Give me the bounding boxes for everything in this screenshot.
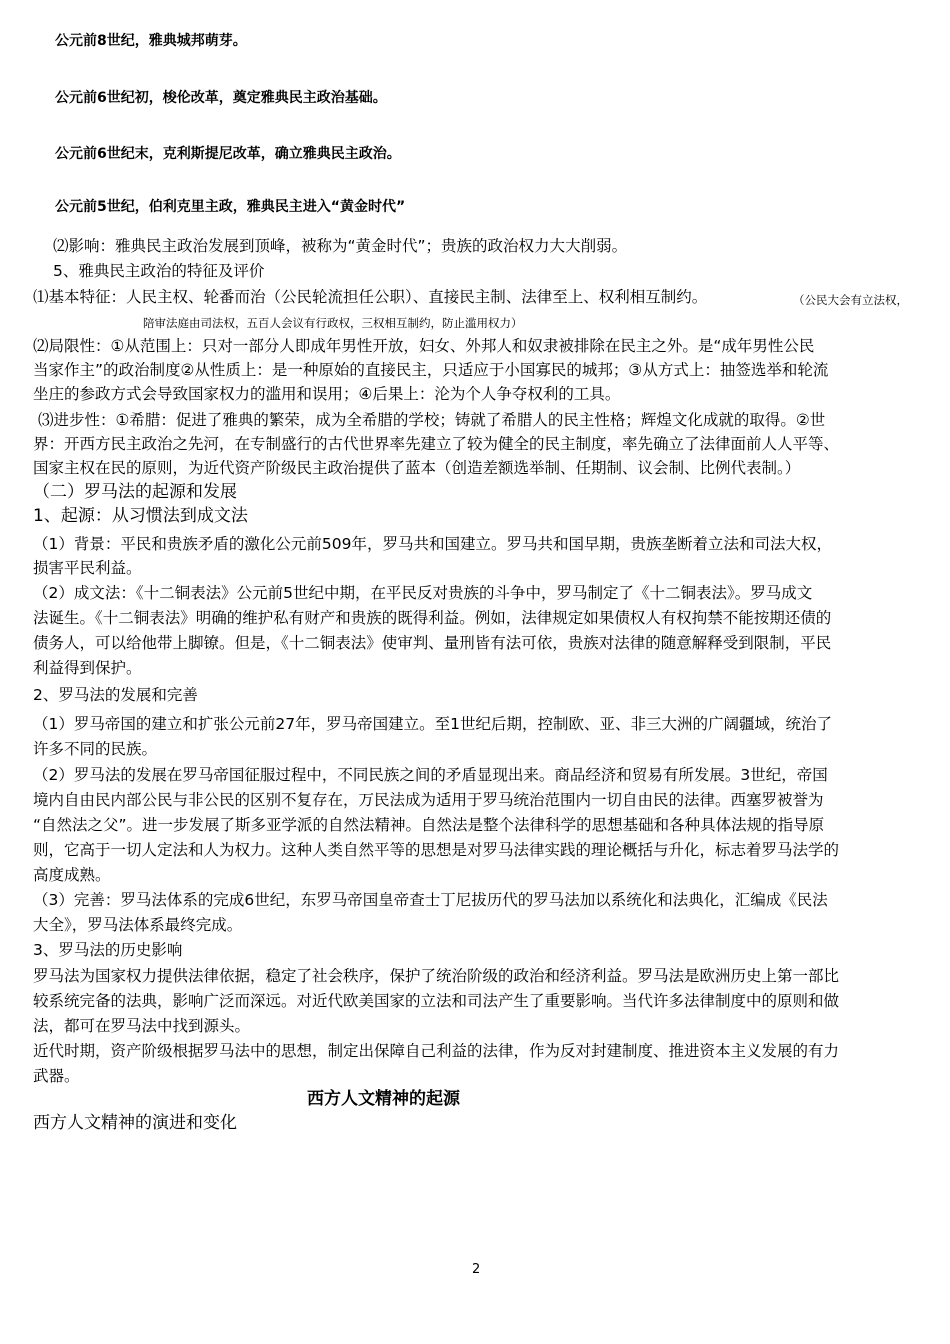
modern-period-line: 近代时期，资产阶级根据罗马法中的思想，制定出保障自己利益的法律，作为反对封建制度、推进资本主义发展的有力 xyxy=(33,1042,840,1060)
completion-paragraph-line: （3）完善：罗马法体系的完成6世纪，东罗马帝国皇帝查士丁尼拔历代的罗马法加以系统化和法典化，汇编成《民法 xyxy=(33,891,828,909)
background-paragraph-line: （1）背景：平民和贵族矛盾的激化公元前509年，罗马共和国建立。罗马共和国早期，贵族垄断着立法和司法大权， xyxy=(33,535,832,553)
influence-paragraph: ⑵影响：雅典民主政治发展到顶峰，被称为“黄金时代”；贵族的政治权力大大削弱。 xyxy=(53,237,628,255)
written-law-paragraph-line: （2）成文法：《十二铜表法》公元前5世纪中期，在平民反对贵族的斗争中，罗马制定了《十二铜表法》。罗马成文 xyxy=(33,584,813,602)
section-heading-roman-law: （二）罗马法的起源和发展 xyxy=(33,482,237,502)
written-law-paragraph-line: 债务人，可以给他带上脚镣。但是，《十二铜表法》使审判、量刑皆有法可依，贵族对法律的随意解释受到限制，平民 xyxy=(33,634,832,652)
empire-paragraph-line: 许多不同的民族。 xyxy=(33,740,158,758)
limitations-paragraph-line: ⑵局限性：①从范围上：只对一部分人即成年男性开放，妇女、外邦人和奴隶被排除在民主之外。是“成年男性公民 xyxy=(33,337,815,355)
written-law-paragraph-line: 法诞生。《十二铜表法》明确的维护私有财产和贵族的既得利益。例如，法律规定如果债权人有权拘禁不能按期还债的 xyxy=(33,609,832,627)
development-paragraph-line: 则，它高于一切人定法和人为权力。这种人类自然平等的思想是对罗马法律实践的理论概括与升化，标志着罗马法学的 xyxy=(33,841,840,859)
progress-paragraph-line: 国家主权在民的原则，为近代资产阶级民主政治提供了蓝本（创造差额选举制、任期制、议会制、比例代表制。） xyxy=(33,459,801,477)
development-paragraph-line: 高度成熟。 xyxy=(33,866,111,884)
basic-features-note-continued: 陪审法庭由司法权，五百人会议有行政权，三权相互制约，防止滥用权力） xyxy=(143,316,523,330)
development-paragraph-line: “自然法之父”。进一步发展了斯多亚学派的自然法精神。自然法是整个法律科学的思想基础和各种具体法规的指导原 xyxy=(33,816,825,834)
progress-paragraph-line: ⑶进步性：①希腊：促进了雅典的繁荣，成为全希腊的学校；铸就了希腊人的民主性格；辉煌文化成就的取得。②世 xyxy=(38,411,826,429)
timeline-item-8th-century: 公元前8世纪，雅典城邦萌芽。 xyxy=(55,33,247,49)
development-paragraph-line: （2）罗马法的发展在罗马帝国征服过程中，不同民族之间的矛盾显现出来。商品经济和贸易有所发展。3世纪，帝国 xyxy=(33,766,828,784)
influence-roman-law-line: 法，都可在罗马法中找到源头。 xyxy=(33,1017,251,1035)
subheading-development: 2、罗马法的发展和完善 xyxy=(33,686,198,704)
chapter-title-humanism-origin: 西方人文精神的起源 xyxy=(307,1089,460,1109)
timeline-item-early-6th-century: 公元前6世纪初，梭伦改革，奠定雅典民主政治基础。 xyxy=(55,90,387,106)
written-law-paragraph-line: 利益得到保护。 xyxy=(33,659,142,677)
limitations-paragraph-line: 当家作主”的政治制度②从性质上：是一种原始的直接民主，只适应于小国寡民的城邦；③从方式上：抽签选举和轮流 xyxy=(33,361,829,379)
basic-features-note: （公民大会有立法权， xyxy=(793,293,908,307)
subheading-origin: 1、起源：从习惯法到成文法 xyxy=(33,506,248,526)
timeline-item-5th-century: 公元前5世纪，伯利克里主政，雅典民主进入“黄金时代” xyxy=(55,199,406,215)
empire-paragraph-line: （1）罗马帝国的建立和扩张公元前27年，罗马帝国建立。至1世纪后期，控制欧、亚、非三大洲的广阔疆域，统治了 xyxy=(33,715,832,733)
page-number: 2 xyxy=(472,1262,481,1277)
progress-paragraph-line: 界：开西方民主政治之先河，在专制盛行的古代世界率先建立了较为健全的民主制度，率先确立了法律面前人人平等、 xyxy=(33,435,840,453)
influence-roman-law-line: 罗马法为国家权力提供法律依据，稳定了社会秩序，保护了统治阶级的政治和经济利益。罗马法是欧洲历史上第一部比 xyxy=(33,967,840,985)
section-heading-humanism-evolution: 西方人文精神的演进和变化 xyxy=(33,1113,237,1133)
completion-paragraph-line: 大全》，罗马法体系最终完成。 xyxy=(33,916,243,934)
background-paragraph-line: 损害平民利益。 xyxy=(33,559,142,577)
timeline-item-late-6th-century: 公元前6世纪末，克利斯提尼改革，确立雅典民主政治。 xyxy=(55,146,401,162)
section-heading-athens-features: 5、雅典民主政治的特征及评价 xyxy=(53,262,265,280)
modern-period-line: 武器。 xyxy=(33,1067,80,1085)
influence-roman-law-line: 较系统完备的法典，影响广泛而深远。对近代欧美国家的立法和司法产生了重要影响。当代许多法律制度中的原则和做 xyxy=(33,992,840,1010)
limitations-paragraph-line: 坐庄的参政方式会导致国家权力的滥用和误用；④后果上：沦为个人争夺权利的工具。 xyxy=(33,385,621,403)
development-paragraph-line: 境内自由民内部公民与非公民的区别不复存在，万民法成为适用于罗马统治范围内一切自由民的法律。西塞罗被誉为 xyxy=(33,791,824,809)
basic-features-line: ⑴基本特征：人民主权、轮番而治（公民轮流担任公职）、直接民主制、法律至上、权利相互制约。 xyxy=(33,288,708,306)
subheading-historical-influence: 3、罗马法的历史影响 xyxy=(33,941,183,959)
